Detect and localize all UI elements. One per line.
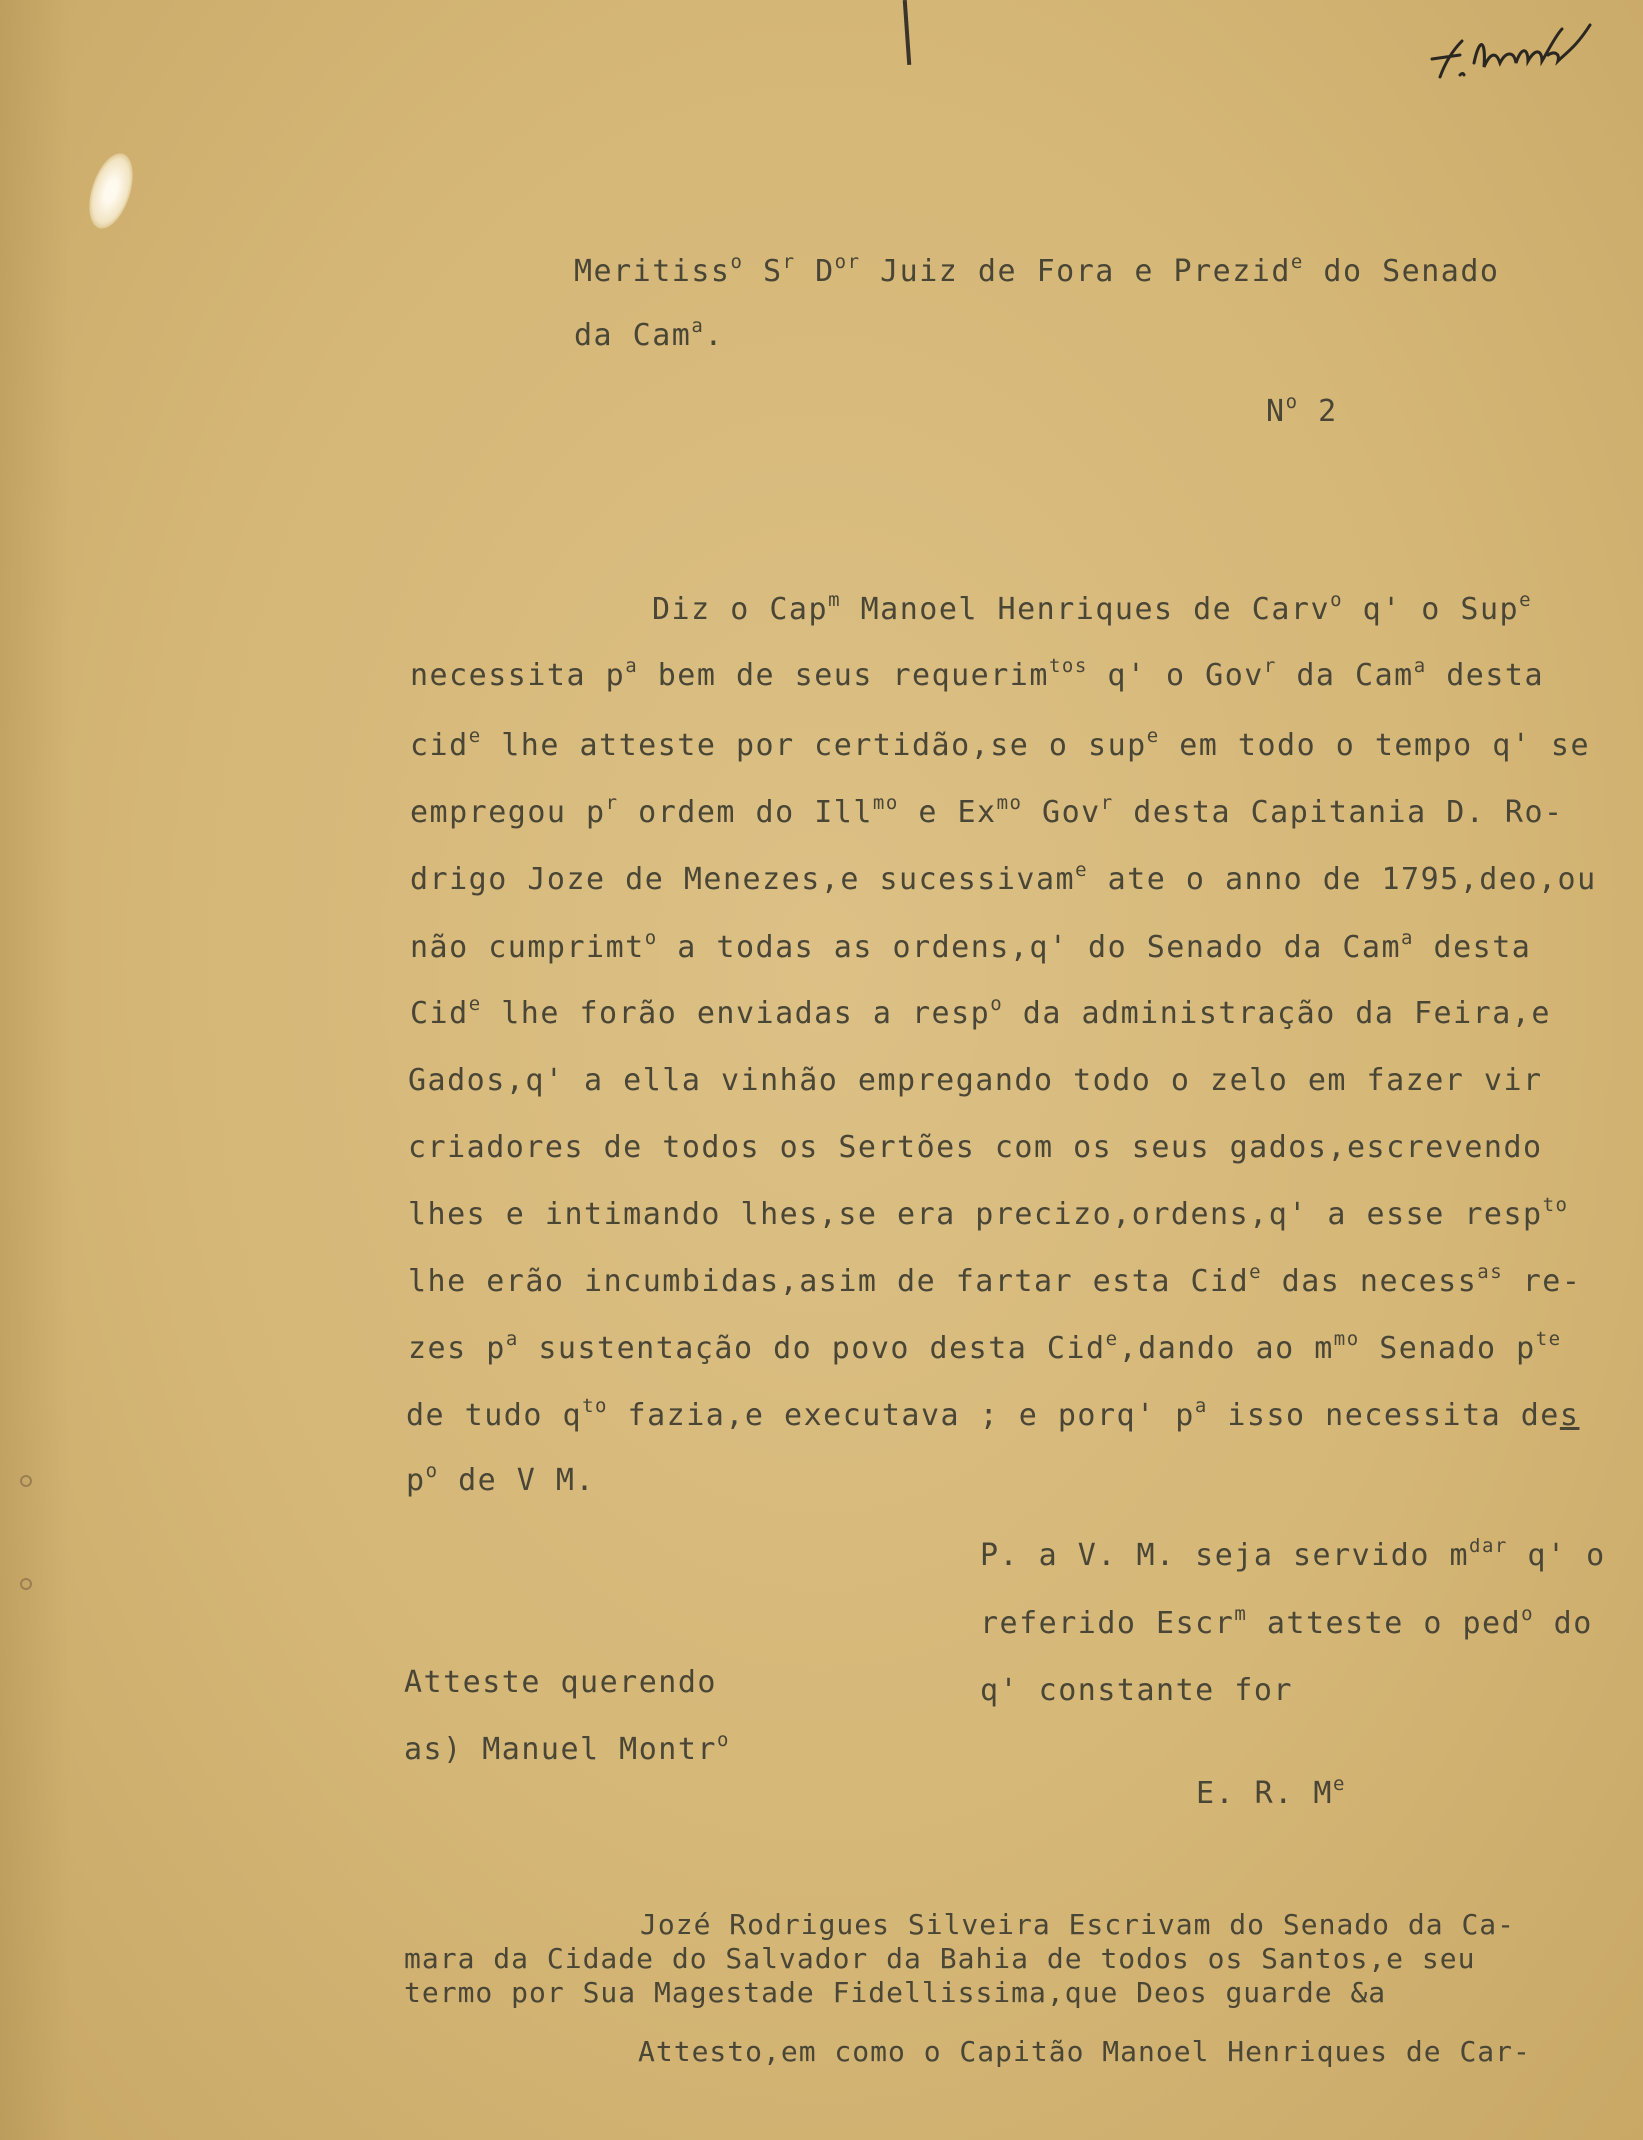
address-line-1: Meritiss$^o$ $S^r$ $D^{or}$ Juiz de Fora e Prezid$^e$ do Senado bbox=[574, 251, 1500, 289]
petition-closing: E. R. Me bbox=[1196, 1773, 1346, 1811]
body-line: Cid$^e$ lhe forão enviadas a resp$^o$ da administração da Feira,e bbox=[410, 993, 1551, 1031]
body-line: lhes e intimando lhes,se era precizo,ordens,q' a esse resp$^{to}$ bbox=[408, 1194, 1569, 1232]
petition-line: referido Escr$^m$ atteste o ped$^o$ do bbox=[980, 1603, 1593, 1641]
certificate-line: Attesto,em como o Capitão Manoel Henriques de Car- bbox=[638, 2035, 1531, 2068]
body-line: de tudo $q^{to}$ fazia,e executava ; e porq' $p^a$ isso necessita des bbox=[406, 1395, 1580, 1433]
petition-line: P. a V. M. seja servido $m^{dar}$ q' o bbox=[980, 1535, 1606, 1573]
body-line: não cumprimt$^o$ a todas as ordens,q' do Senado da Cam$^a$ desta bbox=[410, 927, 1532, 965]
body-line: zes $p^a$ sustentação do povo desta Cid$^e$,dando ao $m^{mo}$ Senado $p^{te}$ bbox=[408, 1328, 1562, 1366]
address-line-2: da Cam$^a$. bbox=[574, 315, 724, 353]
petition-line: q' constante for bbox=[980, 1673, 1293, 1708]
paper-crease-mark bbox=[903, 0, 912, 65]
despacho-signature: as) Manuel Montr$^o$ bbox=[404, 1729, 730, 1767]
body-line: $p^o$ de V M. bbox=[406, 1460, 596, 1498]
paper-tear bbox=[81, 148, 141, 234]
body-line: Diz o Cap$^m$ Manoel Henriques de Carv$^o$ q' o Sup$^e$ bbox=[652, 589, 1533, 627]
body-line: cid$^e$ lhe atteste por certidão,se o sup$^e$ em todo o tempo q' se bbox=[410, 725, 1591, 763]
certificate-line: termo por Sua Magestade Fidellissima,que Deos guarde &a bbox=[404, 1976, 1387, 2009]
certificate-line: mara da Cidade do Salvador da Bahia de todos os Santos,e seu bbox=[404, 1942, 1476, 1975]
body-line: Gados,q' a ella vinhão empregando todo o zelo em fazer vir bbox=[408, 1063, 1543, 1098]
punch-hole bbox=[20, 1578, 32, 1590]
certificate-line: Jozé Rodrigues Silveira Escrivam do Senado da Ca- bbox=[640, 1908, 1516, 1941]
body-line: drigo Joze de Menezes,e sucessivam$^e$ ate o anno de 1795,deo,ou bbox=[410, 859, 1597, 897]
document-number: $N^o$ 2 bbox=[1266, 391, 1338, 429]
body-line: criadores de todos os Sertões com os seus gados,escrevendo bbox=[408, 1130, 1543, 1165]
body-line: lhe erão incumbidas,asim de fartar esta Cid$^e$ das necess$^{as}$ re- bbox=[408, 1261, 1582, 1299]
despacho-line: Atteste querendo bbox=[404, 1665, 717, 1700]
handwritten-annotation bbox=[1430, 15, 1600, 95]
body-line: empregou $p^r$ ordem do Ill$^{mo}$ e $Ex^{mo}$ Gov$^r$ desta Capitania D. Ro- bbox=[410, 792, 1564, 830]
punch-hole bbox=[20, 1475, 32, 1487]
body-line: necessita $p^a$ bem de seus requerim$^{tos}$ q' o Gov$^r$ da Cam$^a$ desta bbox=[410, 655, 1545, 693]
